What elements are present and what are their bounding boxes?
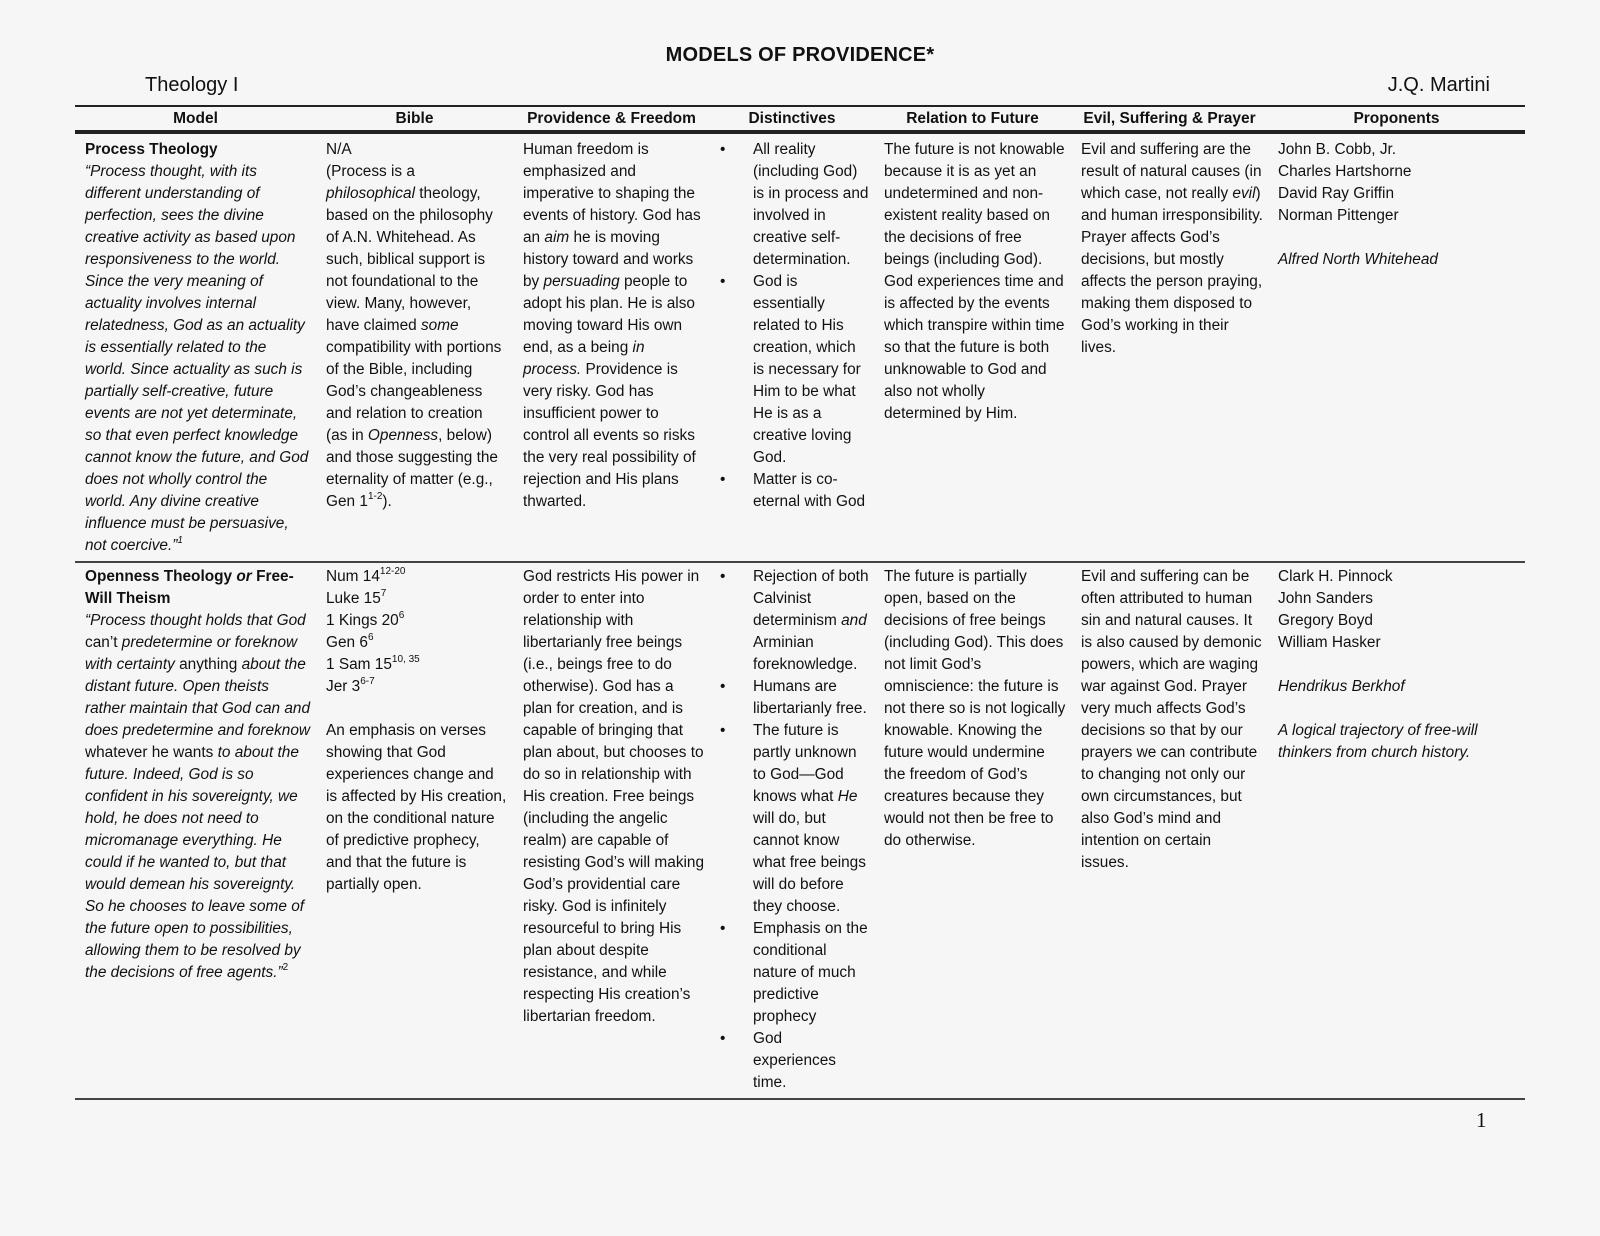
col-header-bible: Bible	[316, 106, 513, 132]
scripture-ref: 1 Sam 15$^{10, 35}$	[326, 653, 420, 673]
process-footnote-ref: 1	[177, 534, 183, 546]
proponent: David Ray Griffin	[1278, 185, 1395, 202]
proponent: John Sanders	[1278, 590, 1373, 607]
process-proponents-cell	[1268, 132, 1525, 562]
col-header-model: Model	[75, 106, 316, 132]
list-item: • The future is partly unknown to God—God knows what He will do, but cannot know what free beings will do before they choose.	[720, 720, 869, 918]
process-providence-cell: Human freedom is emphasized and imperative to shaping the events of history. God has an aim he is moving history toward and works by persuading people to adopt his plan. He is also moving toward His own end, as a being in process. Providence is very risky. God has insufficient power to control all events so risks the very real possibility of rejection and His plans thwarted.	[523, 141, 701, 510]
list-item: • God is essentially related to His creation, which is necessary for Him to be what He is as a creative loving God.	[720, 271, 869, 469]
process-evil-cell: Evil and suffering are the result of natural causes (in which case, not really evil) and human irresponsibility. Prayer affects God’s decisions, but mostly affects the person praying, making them disposed to God’s working in their lives.	[1081, 141, 1263, 356]
table-row-openness	[75, 562, 1525, 1099]
openness-model-name: Openness Theology or Free-Will Theism	[85, 568, 294, 607]
proponent: William Hasker	[1278, 634, 1381, 651]
providence-table	[75, 105, 1525, 1100]
list-item: • Rejection of both Calvinist determinism and Arminian foreknowledge.	[720, 566, 869, 676]
col-header-evil: Evil, Suffering & Prayer	[1071, 106, 1268, 132]
proponent: Gregory Boyd	[1278, 612, 1373, 629]
scripture-ref: 1 Kings $20^6$	[326, 609, 405, 629]
author-name: J.Q. Martini	[1387, 74, 1490, 96]
trajectory-note: A logical trajectory of free-will thinkers from church history.	[1278, 722, 1478, 761]
process-bible-cell	[316, 132, 513, 562]
openness-model-quote: “Process thought holds that God can’t predetermine or foreknow with certainty anything about the distant future. Open theists rather maintain that God can and does predetermine and foreknow whatever he wants to about the future. Indeed, God is so confident in his sovereignty, we hold, he does not need to micromanage everything. He could if he wanted to, but that would demean his sovereignty. So he chooses to leave some of the future open to possibilities, allowing them to be resolved by the decisions of free agents.”$^2$	[85, 612, 311, 981]
document-title: MODELS OF PROVIDENCE*	[665, 44, 935, 66]
list-item: • Humans are libertarianly free.	[720, 676, 869, 720]
openness-evil-cell: Evil and suffering can be often attributed to human sin and natural causes. It is also caused by demonic powers, which are waging war against God. Prayer very much affects God’s decisions so that by our prayers we can contribute to changing not only our own circumstances, but also God’s mind and intention on certain issues.	[1071, 562, 1268, 1099]
course-name: Theology I	[145, 74, 239, 96]
page-number: 1	[1476, 1108, 1487, 1132]
col-header-providence: Providence & Freedom	[513, 106, 710, 132]
proponent-note: Alfred North Whitehead	[1278, 251, 1438, 268]
proponent: Clark H. Pinnock	[1278, 568, 1393, 585]
scripture-ref: Gen $6^6$	[326, 631, 374, 651]
openness-proponents-cell	[1268, 562, 1525, 1099]
scripture-ref: Luke $15^7$	[326, 587, 387, 607]
list-item: • All reality (including God) is in process and involved in creative self-determination.	[720, 139, 869, 271]
list-item: • God experiences time.	[720, 1028, 869, 1094]
process-model-name: Process Theology	[85, 141, 218, 158]
openness-distinctives-cell	[710, 562, 874, 1099]
proponent: Charles Hartshorne	[1278, 163, 1412, 180]
proponent: John B. Cobb, Jr.	[1278, 141, 1397, 158]
col-header-proponents: Proponents	[1268, 106, 1525, 132]
openness-future-cell: The future is partially open, based on the decisions of free beings (including God). This does not limit God’s omniscience: the future is not there so is not logically knowable. Knowing the future would undermine the freedom of God’s creatures because they would not then be free to do otherwise.	[874, 562, 1071, 1099]
col-header-future: Relation to Future	[874, 106, 1071, 132]
scripture-ref: Num 14$^{12-20}$	[326, 565, 406, 585]
openness-providence-cell: God restricts His power in order to enter into relationship with libertarianly free beings (i.e., beings free to do otherwise). God has a plan for creation, and is capable of bringing that plan about, but chooses to do so in relationship with His creation. Free beings (including the angelic realm) are capable of resisting God’s will making God’s providential care risky. God is infinitely resourceful to bring His plan about despite resistance, and while respecting His creation’s libertarian freedom.	[513, 562, 710, 1099]
table-row-process	[75, 132, 1525, 562]
process-future-cell: The future is not knowable because it is as yet an undetermined and non-existent reality based on the decisions of free beings (including God). God experiences time and is affected by the events which transpire within time so that the future is both unknowable to God and also not wholly determined by Him.	[884, 141, 1065, 422]
openness-footnote-ref: 2	[282, 961, 289, 973]
openness-model-cell	[75, 562, 316, 1099]
col-header-distinctives: Distinctives	[710, 106, 874, 132]
proponent-note: Hendrikus Berkhof	[1278, 678, 1405, 695]
list-item: • Emphasis on the conditional nature of much predictive prophecy	[720, 918, 869, 1028]
list-item: • Matter is co-eternal with God	[720, 469, 869, 513]
process-bible-na: N/A	[326, 141, 352, 158]
process-model-cell	[75, 132, 316, 562]
header-row	[75, 106, 1525, 132]
proponent: Norman Pittenger	[1278, 207, 1399, 224]
openness-bible-cell	[316, 562, 513, 1099]
process-distinctives-cell	[710, 132, 874, 562]
scripture-ref: Jer 3$^{6-7}$	[326, 675, 375, 695]
openness-bible-text: An emphasis on verses showing that God experiences change and is affected by His creation, on the conditional nature of predictive prophecy, and that the future is partially open.	[326, 722, 507, 893]
process-bible-text: (Process is a philosophical theology, based on the philosophy of A.N. Whitehead. As such, biblical support is not foundational to the view. Many, however, have claimed some compatibility with portions of the Bible, including God’s changeableness and relation to creation (as in Openness, below) and those suggesting the eternality of matter (e.g., Gen 1$^{1-2}$).	[326, 163, 502, 510]
process-model-quote: “Process thought, with its different understanding of perfection, sees the divine creative activity as based upon responsiveness to the world. Since the very meaning of actuality involves internal relatedness, God as an actuality is essentially related to the world. Since actuality as such is partially self-creative, future events are not yet determinate, so that even perfect knowledge cannot know the future, and God does not wholly control the world. Any divine creative influence must be persuasive, not coercive.”$^1$	[85, 163, 309, 554]
